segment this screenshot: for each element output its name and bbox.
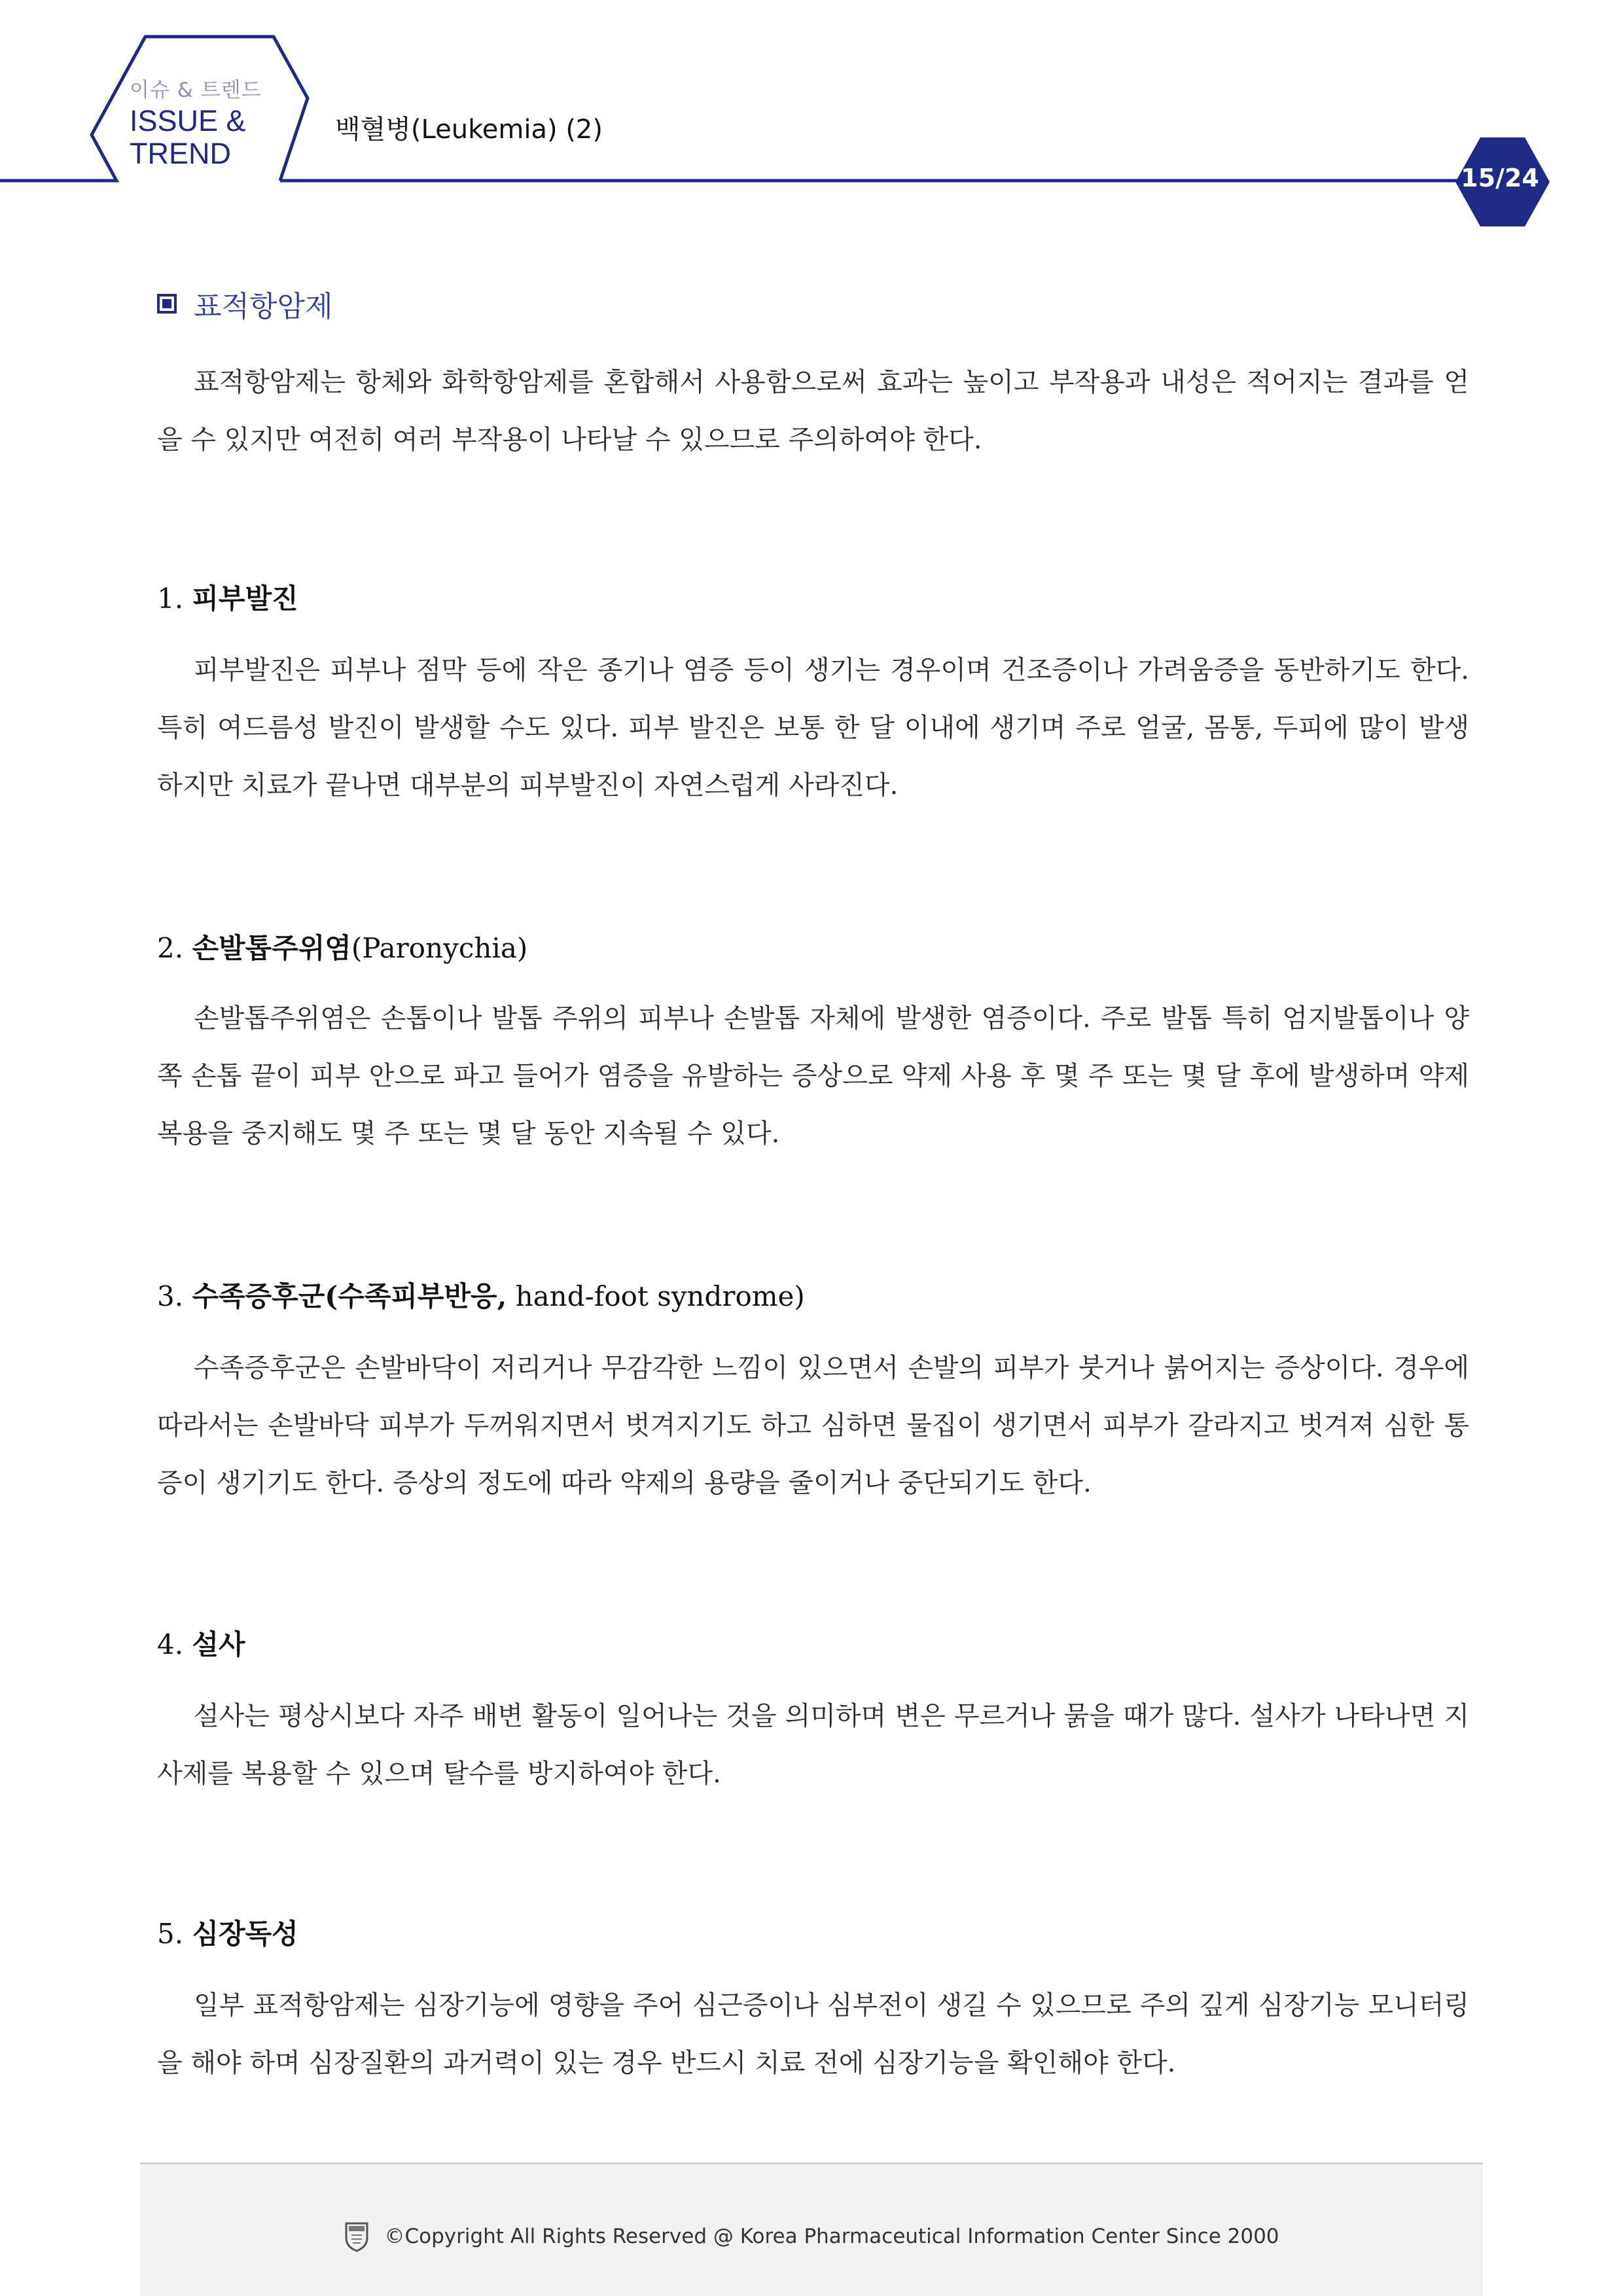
item-body-1: 피부발진은 피부나 점막 등에 작은 종기나 염증 등이 생기는 경우이며 건조증이나 가려움증을 동반하기도 한다. 특히 여드름성 발진이 발생할 수도 있다. 피부 발진은 보통 한 달 이내에 생기며 주로 얼굴, 몸통, 두피에 많이 발생하지만 치료가 끝나면 대부분의 피부발진이 자연스럽게 사라진다. xyxy=(157,655,1469,800)
section-title: 표적항암제 xyxy=(194,290,333,323)
item-heading-1 xyxy=(157,577,298,617)
item-number: 3. xyxy=(157,1280,184,1312)
copyright-text: ©Copyright All Rights Reserved @ Korea Pharmaceutical Information Center Since 2000 xyxy=(384,2225,1279,2248)
item-title: 손발톱주위염 xyxy=(192,932,351,964)
intro-paragraph: 표적항암제는 항체와 화학항암제를 혼합해서 사용함으로써 효과는 높이고 부작용과 내성은 적어지는 결과를 얻을 수 있지만 여전히 여러 부작용이 나타날 수 있으므로 주의하여야 한다. xyxy=(157,367,1469,455)
square-bullet-icon xyxy=(157,294,177,314)
item-body-5: 일부 표적항암제는 심장기능에 영향을 주어 심근증이나 심부전이 생길 수 있으므로 주의 깊게 심장기능 모니터링을 해야 하며 심장질환의 과거력이 있는 경우 반드시 치료 전에 심장기능을 확인해야 한다. xyxy=(157,1990,1469,2078)
document-title: 백혈병(Leukemia) (2) xyxy=(335,115,603,145)
item-number: 2. xyxy=(157,932,184,964)
page-footer xyxy=(140,2162,1483,2296)
page-number: 15/24 xyxy=(1461,164,1539,192)
item-title: 수족증후군(수족피부반응, xyxy=(192,1280,507,1312)
item-heading-2 xyxy=(157,927,527,966)
item-body-3: 수족증후군은 손발바닥이 저리거나 무감각한 느낌이 있으면서 손발의 피부가 붓거나 붉어지는 증상이다. 경우에 따라서는 손발바닥 피부가 두꺼워지면서 벗겨지기도 하고 심하면 물집이 생기면서 피부가 갈라지고 벗겨져 심한 통증이 생기기도 한다. 증상의 정도에 따라 약제의 용량을 줄이거나 중단되기도 한다. xyxy=(157,1353,1469,1498)
badge-line-2: TREND xyxy=(130,137,231,170)
item-number: 5. xyxy=(157,1918,184,1950)
shield-logo-icon xyxy=(344,2221,370,2252)
badge-issue-trend xyxy=(130,105,300,170)
item-title-suffix: (Paronychia) xyxy=(351,932,528,964)
item-title: 설사 xyxy=(192,1628,245,1660)
badge-line-1: ISSUE & xyxy=(130,104,246,137)
item-body-4: 설사는 평상시보다 자주 배변 활동이 일어나는 것을 의미하며 변은 무르거나 묽을 때가 많다. 설사가 나타나면 지사제를 복용할 수 있으며 탈수를 방지하여야 한다. xyxy=(157,1701,1469,1789)
item-title: 심장독성 xyxy=(192,1918,298,1950)
item-title: 피부발진 xyxy=(192,583,298,615)
item-heading-3 xyxy=(157,1275,805,1314)
item-title-suffix: hand-foot syndrome) xyxy=(507,1280,805,1312)
item-heading-4 xyxy=(157,1623,245,1662)
section-heading xyxy=(157,283,333,325)
item-body-2: 손발톱주위염은 손톱이나 발톱 주위의 피부나 손발톱 자체에 발생한 염증이다. 주로 발톱 특히 엄지발톱이나 양쪽 손톱 끝이 피부 안으로 파고 들어가 염증을 유발하는 증상으로 약제 사용 후 몇 주 또는 몇 달 후에 발생하며 약제 복용을 중지해도 몇 주 또는 몇 달 동안 지속될 수 있다. xyxy=(157,1003,1469,1149)
badge-korean-label: 이슈 & 트렌드 xyxy=(130,79,262,102)
item-heading-5 xyxy=(157,1912,298,1952)
item-number: 4. xyxy=(157,1628,184,1660)
item-number: 1. xyxy=(157,583,184,615)
